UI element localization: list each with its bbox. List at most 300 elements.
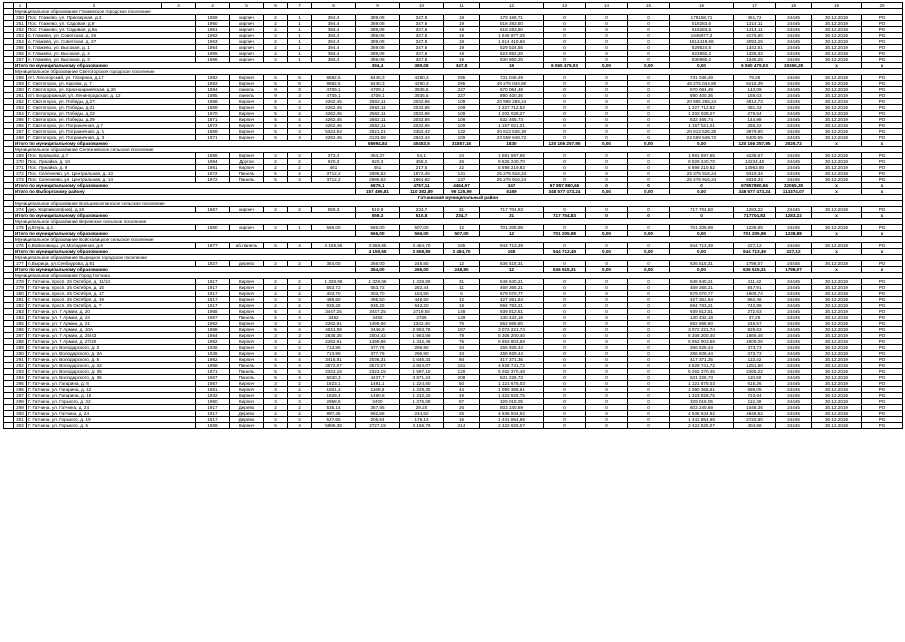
table-cell: 1917 <box>196 297 230 303</box>
table-cell: 5986,38 <box>312 423 356 429</box>
row-number: 294 <box>14 375 27 381</box>
table-cell: 0 <box>628 129 670 135</box>
address-cell: Г. Светогорск, ул. Победы, д.23 <box>27 111 196 117</box>
table-cell: 507,00 <box>400 225 444 231</box>
table-cell: 4437,7 <box>356 375 400 381</box>
table-cell: 1936 <box>196 345 230 351</box>
table-cell: 24445 <box>776 93 812 99</box>
table-cell: 3 <box>264 339 288 345</box>
table-cell: 3 072 221,74 <box>670 327 734 333</box>
table-cell: 1646977,3 <box>670 33 734 39</box>
table-cell: 2 <box>288 381 312 387</box>
total-cell: x <box>862 249 903 255</box>
table-cell: 5 <box>264 375 288 381</box>
table-cell: 266 828,44 <box>480 351 544 357</box>
table-cell: 2 <box>288 165 312 171</box>
table-cell: 0 <box>586 57 628 63</box>
row-number: 261 <box>14 93 27 99</box>
column-header: 5 <box>230 3 264 9</box>
row-number: 280 <box>14 291 27 297</box>
table-cell: 643,20 <box>400 303 444 309</box>
table-cell: 455,2 <box>400 159 444 165</box>
total-cell: 0,00 <box>670 231 734 237</box>
table-cell: 0 <box>628 33 670 39</box>
table-cell: 529 524,55 <box>480 45 544 51</box>
table-cell: РО <box>862 87 903 93</box>
table-cell: 0 <box>544 369 586 375</box>
total-cell: 234,7 <box>444 213 480 219</box>
table-cell: 0 <box>544 297 586 303</box>
table-cell: 0 <box>586 387 628 393</box>
table-cell: 0 <box>586 381 628 387</box>
table-cell: 24445 <box>776 357 812 363</box>
table-cell: 1964,82 <box>400 177 444 183</box>
table-cell: 4 <box>288 423 312 429</box>
table-cell: Панель <box>230 171 264 177</box>
table-cell: 731 046,49 <box>480 75 544 81</box>
table-cell: 54,1 <box>400 153 444 159</box>
table-cell: 0 <box>586 261 628 267</box>
table-cell: 373,4 <box>312 153 356 159</box>
table-cell: 2643,44 <box>400 135 444 141</box>
table-cell: 4175,80 <box>734 33 776 39</box>
table-cell: 30.12.2019 <box>812 93 862 99</box>
table-cell: РО <box>862 381 903 387</box>
total-cell: x <box>812 249 862 255</box>
table-cell: 24445 <box>776 381 812 387</box>
table-cell: 529524,6 <box>670 45 734 51</box>
total-cell: 19 <box>480 63 544 69</box>
table-cell: 2 <box>288 411 312 417</box>
table-cell: 24445 <box>776 297 812 303</box>
table-cell: 50 <box>444 381 480 387</box>
table-cell: 701 205,98 <box>480 225 544 231</box>
table-cell: РО <box>862 363 903 369</box>
table-cell: 0 <box>628 111 670 117</box>
table-cell: 24445 <box>776 45 812 51</box>
column-header: 7 <box>288 3 312 9</box>
table-cell: 4 <box>288 111 312 117</box>
table-cell: 3979,80 <box>734 129 776 135</box>
table-cell: 30.12.2019 <box>812 159 862 165</box>
total-cell: 165 <box>480 249 544 255</box>
total-cell: 717704,83 <box>734 213 776 219</box>
address-cell: п. Глажево, ул. Высокая, д. 3 <box>27 57 196 63</box>
table-cell: 0 <box>544 123 586 129</box>
table-cell: 142,09 <box>734 87 776 93</box>
total-label: Итого по Выборгскому району <box>14 189 356 195</box>
table-cell: 0 <box>628 135 670 141</box>
table-cell: 1906,74 <box>734 291 776 297</box>
table-cell: 30.12.2019 <box>812 309 862 315</box>
table-cell: 5 <box>288 369 312 375</box>
table-cell: 0 <box>586 27 628 33</box>
table-cell: 30.12.2019 <box>812 327 862 333</box>
table-cell: 1960 <box>196 399 230 405</box>
table-cell: 3 166,78 <box>400 423 444 429</box>
table-cell: 1342,48 <box>400 321 444 327</box>
table-cell: 0 <box>586 333 628 339</box>
table-cell: 1 090 368,61 <box>670 387 734 393</box>
table-cell: дерево <box>230 261 264 267</box>
total-cell: x <box>862 189 903 195</box>
total-cell: 944 713,49 <box>734 249 776 255</box>
table-cell: 394,4 <box>312 39 356 45</box>
table-cell: 2 <box>288 321 312 327</box>
table-cell: 30.12.2019 <box>812 303 862 309</box>
table-cell: 214 <box>444 423 480 429</box>
table-cell: 109 <box>444 117 480 123</box>
table-cell: 1960 <box>196 21 230 27</box>
table-cell: 0 <box>544 333 586 339</box>
row-number: 276 <box>14 243 27 249</box>
table-cell: 1481,1 <box>356 381 400 387</box>
table-cell: 29,20 <box>400 405 444 411</box>
row-lead-cell <box>4 423 14 429</box>
table-cell: 9682,5 <box>312 81 356 87</box>
table-cell: 3 <box>288 333 312 339</box>
table-cell: 4 <box>288 309 312 315</box>
column-header: 3 <box>162 3 196 9</box>
table-cell: 0 <box>586 93 628 99</box>
table-cell: 329 018,05 <box>670 399 734 405</box>
table-cell: 9 <box>264 87 288 93</box>
table-cell: 2 <box>288 297 312 303</box>
table-cell: панель <box>230 93 264 99</box>
table-cell: 347,8 <box>400 27 444 33</box>
table-cell: 0 <box>544 417 586 423</box>
table-cell: РО <box>862 105 903 111</box>
table-cell: 5400,55 <box>734 135 776 141</box>
table-cell: 694 783,21 <box>670 303 734 309</box>
table-cell: 24445 <box>776 153 812 159</box>
table-cell: 713,96 <box>312 345 356 351</box>
table-cell: 227,12 <box>734 243 776 249</box>
total-cell: 1798,07 <box>776 267 812 273</box>
total-cell: 266,00 <box>400 267 444 273</box>
table-cell: 24445 <box>776 87 812 93</box>
table-cell: 1 963,86 <box>400 333 444 339</box>
table-cell: 1927 <box>196 261 230 267</box>
table-cell: 24445 <box>776 99 812 105</box>
total-label: Итого по муниципальному образованию <box>14 183 356 189</box>
total-cell: 0,00 <box>586 249 628 255</box>
table-cell: 0 <box>544 57 586 63</box>
table-cell: 417 371,35 <box>670 357 734 363</box>
total-cell: 0,00 <box>628 249 670 255</box>
table-cell: 530960,2 <box>670 57 734 63</box>
table-cell: 3 <box>264 399 288 405</box>
total-cell: 5169 <box>480 189 544 195</box>
table-cell: 34 <box>444 351 480 357</box>
table-cell: кирпич <box>230 39 264 45</box>
table-cell: 3 <box>264 381 288 387</box>
address-cell: Г. Светогорск, ул. Победы, д.29 <box>27 117 196 123</box>
table-cell: 30.12.2019 <box>812 123 862 129</box>
table-cell: 24445 <box>776 57 812 63</box>
table-cell: РО <box>862 393 903 399</box>
address-cell: Пос. Лужайка, д. 9 <box>27 165 196 171</box>
row-number: 295 <box>14 381 27 387</box>
table-cell: 1 202 028,27 <box>480 111 544 117</box>
row-number: 300 <box>14 411 27 417</box>
column-header: 12 <box>480 3 544 9</box>
total-cell: 0,00 <box>586 267 628 273</box>
table-cell: 5 <box>264 309 288 315</box>
table-cell: 2032,86 <box>400 105 444 111</box>
table-cell: 266 828,44 <box>670 345 734 351</box>
table-cell: 3446,8 <box>356 327 400 333</box>
table-cell: 2032,86 <box>400 123 444 129</box>
total-cell: 0 <box>628 213 670 219</box>
table-cell: 0 <box>628 393 670 399</box>
table-cell: 2 422 625,07 <box>670 423 734 429</box>
section-title: Муниципальное образование Глажевское городское поселение <box>14 9 903 15</box>
table-cell: 4 <box>288 117 312 123</box>
table-cell: 829,63 <box>734 327 776 333</box>
row-number: 287 <box>14 333 27 339</box>
address-cell: Пос. Глажево, ул. Садовая, д.9 <box>27 21 196 27</box>
table-cell: 510,8 <box>356 207 400 213</box>
table-cell: 603 240,69 <box>480 405 544 411</box>
table-cell: 0 <box>586 153 628 159</box>
table-cell: 0 <box>628 417 670 423</box>
table-cell: 217,5 <box>400 165 444 171</box>
table-cell: 2 <box>288 285 312 291</box>
table-cell: 25 <box>444 411 480 417</box>
row-number: 274 <box>14 207 27 213</box>
table-cell: 0 <box>544 153 586 159</box>
table-cell: 0 <box>628 279 670 285</box>
total-cell: 4 159,55 <box>356 249 400 255</box>
table-cell: 1490,8 <box>356 393 400 399</box>
table-cell: 566,00 <box>312 225 356 231</box>
table-cell: 0 <box>586 39 628 45</box>
table-cell: 495,50 <box>312 297 356 303</box>
table-cell: 30.12.2019 <box>812 153 862 159</box>
total-label: Итого по муниципальному образованию <box>14 249 356 255</box>
table-cell: 377,76 <box>356 345 400 351</box>
table-cell: 0 <box>628 153 670 159</box>
table-cell: 347,8 <box>400 51 444 57</box>
table-cell: 5 <box>264 111 288 117</box>
table-cell: кирпич <box>230 207 264 213</box>
table-cell: РО <box>862 111 903 117</box>
table-cell: 0 <box>628 363 670 369</box>
table-cell: 2 422 625,07 <box>480 423 544 429</box>
total-cell: 96 125,99 <box>444 189 480 195</box>
column-header: 10 <box>400 3 444 9</box>
table-cell: 227 <box>444 93 480 99</box>
table-cell: 670 064,49 <box>480 87 544 93</box>
table-cell: 347,8 <box>400 33 444 39</box>
section-title: Муниципальное образование Город Гатчина <box>14 273 903 279</box>
table-cell: 4 <box>264 357 288 363</box>
table-cell: 3 <box>264 387 288 393</box>
table-cell: 9319,34 <box>734 177 776 183</box>
table-cell: 2958,6 <box>312 399 356 405</box>
row-number: 253 <box>14 33 27 39</box>
table-cell: РО <box>862 171 903 177</box>
total-label: Итого по муниципальному образованию <box>14 267 356 273</box>
table-cell: 0 <box>628 225 670 231</box>
table-cell: 2 <box>264 51 288 57</box>
table-cell: Кирпич <box>230 75 264 81</box>
table-cell: 24445 <box>776 21 812 27</box>
table-cell: 1967 <box>196 375 230 381</box>
table-cell: 394,4 <box>312 27 356 33</box>
table-cell: Кирпич <box>230 345 264 351</box>
table-cell: 5 <box>264 105 288 111</box>
address-cell: Г. Гатчина, ул. Горького, д. 22 <box>27 399 196 405</box>
table-cell: 2 <box>288 393 312 399</box>
table-cell: РО <box>862 345 903 351</box>
table-cell: 2562,11 <box>356 123 400 129</box>
row-number: 292 <box>14 363 27 369</box>
table-cell: 0 <box>586 177 628 183</box>
table-cell: 3 871,24 <box>400 375 444 381</box>
table-cell: 5 <box>264 81 288 87</box>
table-cell: 2722,60 <box>734 417 776 423</box>
table-cell: 30.12.2019 <box>812 399 862 405</box>
table-cell: 244,62 <box>400 411 444 417</box>
table-cell: 632 465,74 <box>480 117 544 123</box>
table-cell: 1 224,60 <box>400 381 444 387</box>
table-cell: 4093,25 <box>734 39 776 45</box>
table-cell: 1917 <box>196 279 230 285</box>
table-cell: РО <box>862 117 903 123</box>
table-cell: 1963 <box>196 39 230 45</box>
table-cell: Панель <box>230 363 264 369</box>
table-cell: 1 121 675,03 <box>480 381 544 387</box>
table-cell: 30.12.2019 <box>812 135 862 141</box>
table-cell: 1829,4 <box>312 393 356 399</box>
table-cell: 944 713,49 <box>480 243 544 249</box>
table-cell: 0 <box>544 339 586 345</box>
table-cell: 0 <box>586 363 628 369</box>
total-cell: 347,8 <box>444 63 480 69</box>
table-cell: 8 <box>288 81 312 87</box>
table-cell: 248,80 <box>400 261 444 267</box>
table-cell: 347,8 <box>400 21 444 27</box>
address-cell: Г. Светогорск, ул. Пограничная, д. 3 <box>27 135 196 141</box>
table-cell: 0 <box>544 321 586 327</box>
table-cell: 4709,1 <box>356 93 400 99</box>
table-cell: 161 <box>444 363 480 369</box>
table-cell: Кирпич <box>230 81 264 87</box>
table-cell: 890 400,36 <box>670 93 734 99</box>
table-cell: 19 <box>444 39 480 45</box>
table-cell: 24445 <box>776 33 812 39</box>
table-cell: 0 <box>628 297 670 303</box>
table-cell: 165 <box>444 243 480 249</box>
table-cell: 112,49 <box>734 399 776 405</box>
column-header: 8 <box>312 3 356 9</box>
table-cell: 2 <box>264 39 288 45</box>
table-cell: 19 <box>444 33 480 39</box>
column-header: 15 <box>628 3 670 9</box>
table-cell: 30.12.2019 <box>812 99 862 105</box>
total-cell: 157 496,81 <box>356 189 400 195</box>
table-cell: кирпич <box>230 51 264 57</box>
table-cell: 1 090 368,61 <box>480 387 544 393</box>
data-table <box>3 2 903 429</box>
table-cell: 3 <box>288 399 312 405</box>
table-cell: 0 <box>586 225 628 231</box>
table-cell: 19 <box>444 51 480 57</box>
table-cell: 24445 <box>776 27 812 33</box>
total-label: Итого по муниципальному образованию <box>14 63 356 69</box>
address-cell: Г. Гатчина, ул. Гагарина, д. 12 <box>27 387 196 393</box>
table-cell: 394,4 <box>312 51 356 57</box>
table-cell: 1968 <box>196 309 230 315</box>
table-cell: 2 <box>264 405 288 411</box>
table-cell: 461 <box>312 165 356 171</box>
table-cell: 49 <box>444 393 480 399</box>
total-cell: x <box>812 231 862 237</box>
table-cell: 2 <box>264 159 288 165</box>
table-cell: 1964 <box>196 159 230 165</box>
row-number: 290 <box>14 351 27 357</box>
table-cell: 0 <box>628 405 670 411</box>
table-cell: 109 <box>444 99 480 105</box>
table-cell: 20 995 289,24 <box>480 99 544 105</box>
table-cell: 149 <box>444 315 480 321</box>
table-cell: 636 515,31 <box>480 261 544 267</box>
table-cell: 31 <box>444 207 480 213</box>
table-cell: 2 <box>264 345 288 351</box>
table-cell: 0 <box>544 87 586 93</box>
table-cell: 3935,5 <box>400 93 444 99</box>
table-cell: 19 <box>444 45 480 51</box>
table-cell: 1499,66 <box>356 339 400 345</box>
table-cell: 0 <box>586 33 628 39</box>
table-cell: 2 <box>288 279 312 285</box>
table-cell: 30.12.2019 <box>812 57 862 63</box>
total-cell: x <box>862 231 903 237</box>
table-cell: 518283,5 <box>670 27 734 33</box>
table-cell: 3 <box>264 333 288 339</box>
table-cell: Кирпич <box>230 393 264 399</box>
table-cell: 5 953 903,58 <box>480 339 544 345</box>
table-cell: 530 960,20 <box>480 57 544 63</box>
table-cell: 2 <box>264 15 288 21</box>
table-cell: 0 <box>544 309 586 315</box>
table-cell: кирпич <box>230 15 264 21</box>
table-cell: 0 <box>586 291 628 297</box>
row-number: 267 <box>14 129 27 135</box>
section-title: Муниципальное образование Веревское сельское поселение <box>14 219 903 225</box>
table-cell: 12 <box>444 225 480 231</box>
table-cell: 120 <box>444 369 480 375</box>
table-cell: 2 <box>264 351 288 357</box>
table-cell: 389,08 <box>356 33 400 39</box>
total-cell: 0,00 <box>628 189 670 195</box>
row-number: 298 <box>14 399 27 405</box>
table-cell: 0 <box>544 75 586 81</box>
table-cell: 1801,3 <box>312 387 356 393</box>
row-number: 301 <box>14 417 27 423</box>
table-cell: 2400 <box>356 399 400 405</box>
table-cell: Кирпич <box>230 309 264 315</box>
table-cell: 24445 <box>776 81 812 87</box>
address-cell: Пос. Кравцово, д.7 <box>27 153 196 159</box>
table-cell: 1971 <box>196 117 230 123</box>
table-cell: Кирпич <box>230 129 264 135</box>
table-cell: РО <box>862 177 903 183</box>
table-cell: 24445 <box>776 135 812 141</box>
table-cell: Панель <box>230 177 264 183</box>
